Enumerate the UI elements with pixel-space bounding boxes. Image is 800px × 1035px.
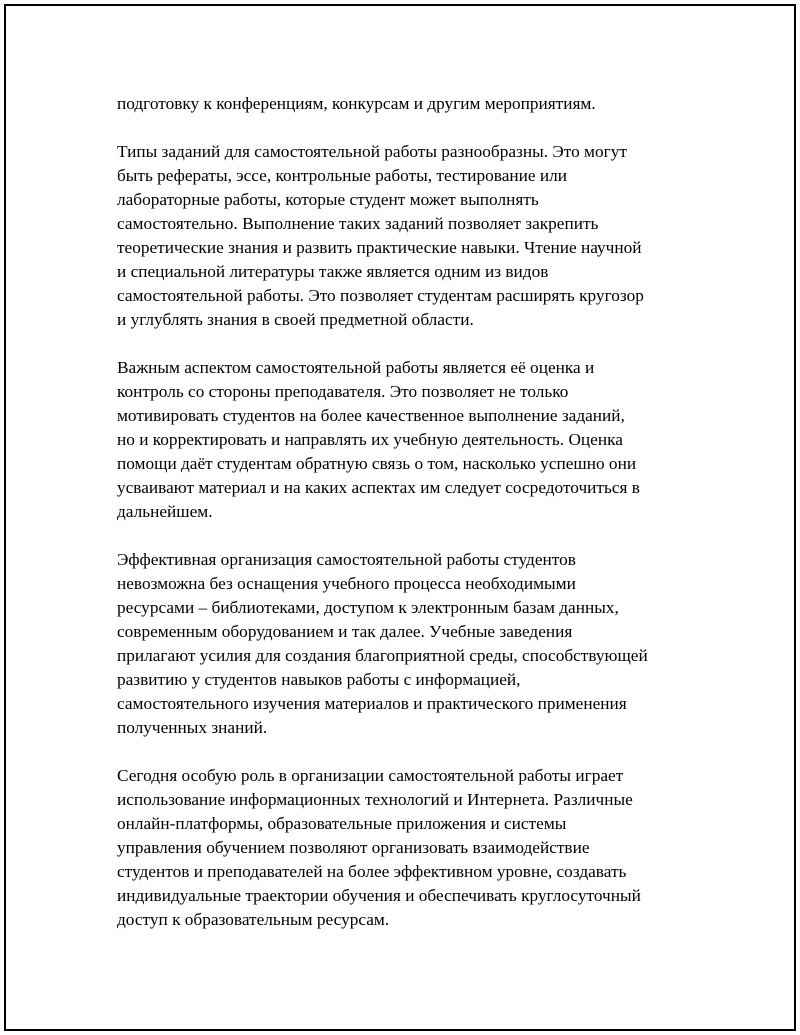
text-line: мотивировать студентов на более качественное выполнение заданий, xyxy=(117,406,625,425)
text-line: подготовку к конференциям, конкурсам и другим мероприятиям. xyxy=(117,94,596,113)
text-line: самостоятельной работы. Это позволяет студентам расширять кругозор xyxy=(117,286,644,305)
paragraph-4 xyxy=(117,548,697,740)
text-line: самостоятельно. Выполнение таких заданий позволяет закрепить xyxy=(117,214,599,233)
text-line: онлайн-платформы, образовательные приложения и системы xyxy=(117,814,567,833)
document-body xyxy=(117,92,697,932)
text-line: прилагают усилия для создания благоприятной среды, способствующей xyxy=(117,646,648,665)
text-line: усваивают материал и на каких аспектах им следует сосредоточиться в xyxy=(117,478,640,497)
text-line: студентов и преподавателей на более эффективном уровне, создавать xyxy=(117,862,627,881)
text-line: теоретические знания и развить практические навыки. Чтение научной xyxy=(117,238,642,257)
text-line: быть рефераты, эссе, контрольные работы, тестирование или xyxy=(117,166,568,185)
text-line: полученных знаний. xyxy=(117,718,268,737)
paragraph-1 xyxy=(117,92,697,116)
text-line: Эффективная организация самостоятельной работы студентов xyxy=(117,550,576,569)
paragraph-3 xyxy=(117,356,697,524)
text-line: доступ к образовательным ресурсам. xyxy=(117,910,390,929)
text-line: Сегодня особую роль в организации самостоятельной работы играет xyxy=(117,766,624,785)
text-line: использование информационных технологий и Интернета. Различные xyxy=(117,790,633,809)
text-line: Типы заданий для самостоятельной работы разнообразны. Это могут xyxy=(117,142,627,161)
text-line: контроль со стороны преподавателя. Это позволяет не только xyxy=(117,382,569,401)
paragraph-5 xyxy=(117,764,697,932)
text-line: управления обучением позволяют организовать взаимодействие xyxy=(117,838,590,857)
text-line: помощи даёт студентам обратную связь о том, насколько успешно они xyxy=(117,454,637,473)
text-line: но и корректировать и направлять их учебную деятельность. Оценка xyxy=(117,430,623,449)
text-line: индивидуальные траектории обучения и обеспечивать круглосуточный xyxy=(117,886,641,905)
text-line: самостоятельного изучения материалов и практического применения xyxy=(117,694,627,713)
text-line: ресурсами – библиотеками, доступом к электронным базам данных, xyxy=(117,598,619,617)
text-line: и специальной литературы также является одним из видов xyxy=(117,262,549,281)
text-line: современным оборудованием и так далее. Учебные заведения xyxy=(117,622,573,641)
text-line: развитию у студентов навыков работы с информацией, xyxy=(117,670,521,689)
text-line: невозможна без оснащения учебного процесса необходимыми xyxy=(117,574,576,593)
text-line: лабораторные работы, которые студент может выполнять xyxy=(117,190,539,209)
text-line: и углублять знания в своей предметной области. xyxy=(117,310,474,329)
text-line: дальнейшем. xyxy=(117,502,213,521)
paragraph-2 xyxy=(117,140,697,332)
text-line: Важным аспектом самостоятельной работы является её оценка и xyxy=(117,358,595,377)
